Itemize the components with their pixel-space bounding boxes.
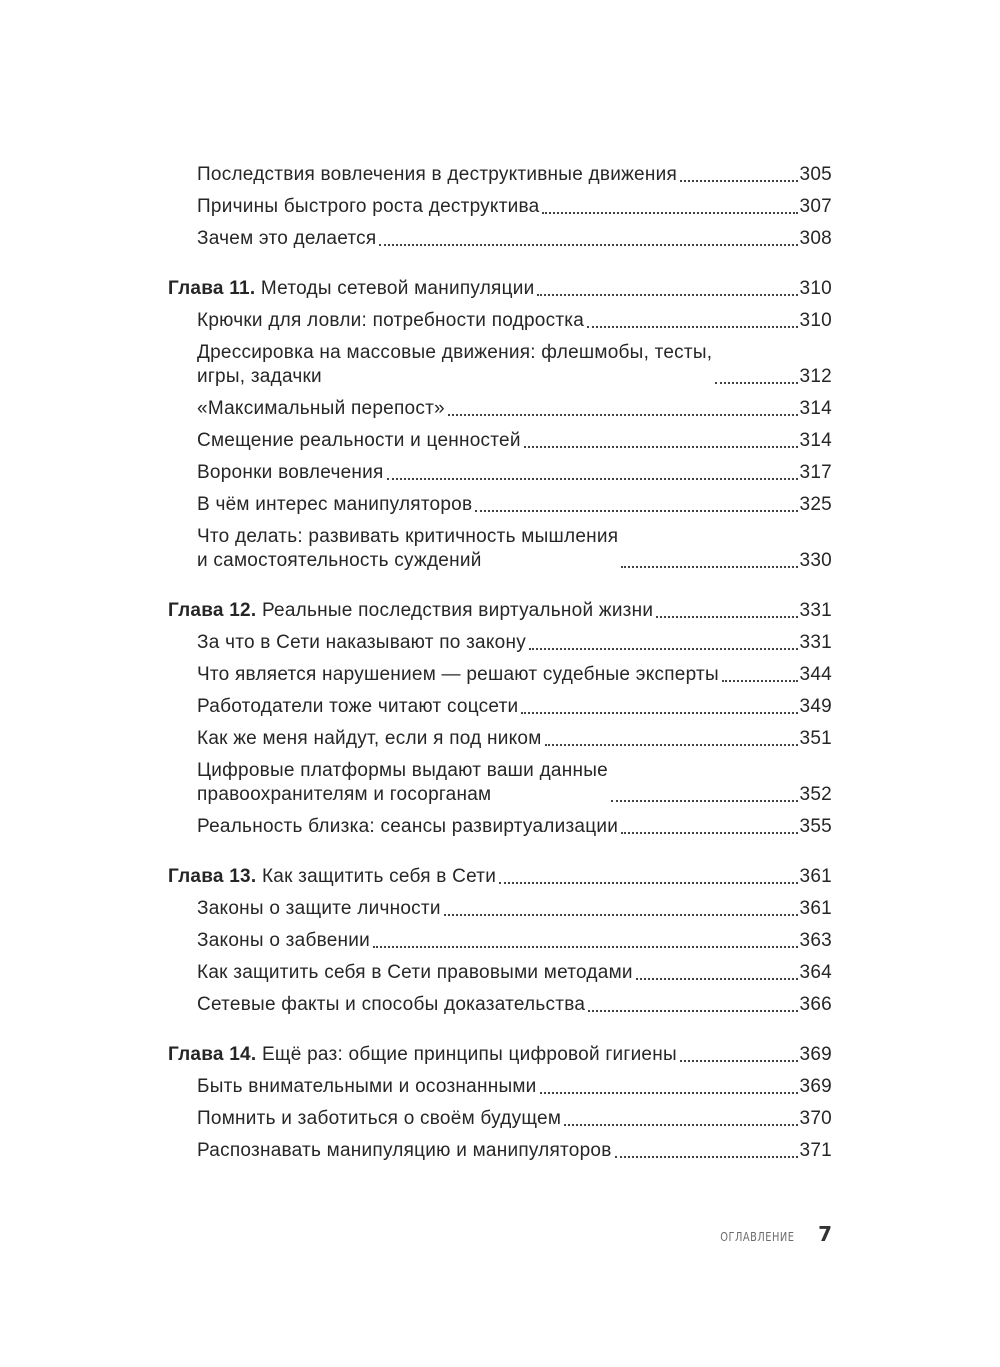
toc-subentry[interactable]	[168, 227, 832, 251]
dot-leader	[448, 413, 798, 416]
toc-subentry[interactable]	[168, 195, 832, 219]
chapter-name: Ещё раз: общие принципы цифровой гигиены	[261, 1044, 677, 1065]
toc-entry-title: За что в Сети наказывают по закону	[197, 632, 526, 653]
dot-leader	[615, 1155, 798, 1158]
toc-group	[168, 1043, 832, 1163]
toc-subentry[interactable]	[168, 1107, 832, 1131]
toc-page-number: 310	[799, 278, 832, 299]
dot-leader	[564, 1123, 797, 1126]
table-of-contents	[168, 160, 832, 1189]
toc-page-number: 344	[799, 664, 832, 685]
dot-leader	[521, 711, 797, 714]
toc-page-number: 314	[799, 398, 832, 419]
dot-leader	[373, 945, 798, 948]
toc-page-number: 331	[799, 600, 832, 621]
chapter-label: Глава 12.	[168, 600, 257, 621]
toc-entry-title: Причины быстрого роста деструктива	[197, 196, 540, 217]
dot-leader	[722, 679, 798, 682]
dot-leader	[379, 243, 797, 246]
toc-entry-title: Цифровые платформы выдают ваши данные правоохранителям и госорганам	[197, 760, 608, 805]
toc-page-number: 325	[799, 494, 832, 515]
toc-subentry[interactable]	[168, 525, 832, 573]
toc-subentry[interactable]	[168, 993, 832, 1017]
dot-leader	[680, 179, 798, 182]
toc-page-number: 355	[799, 816, 832, 837]
toc-page-number: 361	[799, 898, 832, 919]
toc-entry-title: Как же меня найдут, если я под ником	[197, 728, 542, 749]
toc-subentry[interactable]	[168, 163, 832, 187]
toc-subentry[interactable]	[168, 461, 832, 485]
dot-leader	[621, 565, 797, 568]
dot-leader	[656, 615, 797, 618]
dot-leader	[444, 913, 798, 916]
toc-entry-title: Быть внимательными и осознанными	[197, 1076, 537, 1097]
toc-entry-title: Дрессировка на массовые движения: флешмобы, тесты, игры, задачки	[197, 342, 713, 387]
toc-subentry[interactable]	[168, 631, 832, 655]
dot-leader	[524, 445, 798, 448]
toc-subentry[interactable]	[168, 759, 832, 807]
chapter-name: Реальные последствия виртуальной жизни	[261, 600, 654, 621]
toc-entry-title: Смещение реальности и ценностей	[197, 430, 521, 451]
toc-entry-title: Законы о защите личности	[197, 898, 441, 919]
toc-page-number: 364	[799, 962, 832, 983]
toc-subentry[interactable]	[168, 897, 832, 921]
toc-page-number: 312	[799, 366, 832, 387]
dot-leader	[542, 211, 797, 214]
toc-entry-title: Что является нарушением — решают судебные эксперты	[197, 664, 719, 685]
toc-page-number: 307	[799, 196, 832, 217]
toc-chapter-entry[interactable]	[168, 1043, 832, 1067]
toc-page-number: 305	[799, 164, 832, 185]
toc-page-number: 366	[799, 994, 832, 1015]
toc-subentry[interactable]	[168, 663, 832, 687]
toc-page-number: 352	[799, 784, 832, 805]
toc-subentry[interactable]	[168, 1075, 832, 1099]
chapter-label: Глава 14.	[168, 1044, 257, 1065]
running-head: ОГЛАВЛЕНИЕ	[719, 1230, 795, 1244]
toc-group	[168, 865, 832, 1017]
toc-subentry[interactable]	[168, 929, 832, 953]
chapter-label: Глава 11.	[168, 278, 256, 299]
toc-group	[168, 277, 832, 573]
toc-page-number: 331	[799, 632, 832, 653]
toc-entry-title: Как защитить себя в Сети правовыми методами	[197, 962, 633, 983]
toc-page-number: 308	[799, 228, 832, 249]
toc-entry-title: Реальность близка: сеансы развиртуализации	[197, 816, 619, 837]
toc-entry-title: Работодатели тоже читают соцсети	[197, 696, 519, 717]
dot-leader	[621, 831, 797, 834]
dot-leader	[499, 881, 797, 884]
dot-leader	[545, 743, 798, 746]
toc-page-number: 363	[799, 930, 832, 951]
toc-chapter-entry[interactable]	[168, 599, 832, 623]
toc-subentry[interactable]	[168, 341, 832, 389]
dot-leader	[587, 325, 797, 328]
dot-leader	[475, 509, 797, 512]
toc-page-number: 369	[799, 1076, 832, 1097]
toc-subentry[interactable]	[168, 493, 832, 517]
dot-leader	[680, 1059, 798, 1062]
toc-entry-title: Законы о забвении	[197, 930, 370, 951]
chapter-name: Методы сетевой манипуляции	[260, 278, 535, 299]
toc-group	[168, 599, 832, 839]
toc-subentry[interactable]	[168, 397, 832, 421]
toc-entry-title: Что делать: развивать критичность мышления и самостоятельность суждений	[197, 526, 619, 571]
toc-subentry[interactable]	[168, 961, 832, 985]
toc-entry-title: Сетевые факты и способы доказательства	[197, 994, 586, 1015]
toc-entry-title: Воронки вовлечения	[197, 462, 384, 483]
toc-subentry[interactable]	[168, 695, 832, 719]
toc-subentry[interactable]	[168, 429, 832, 453]
dot-leader	[636, 977, 798, 980]
page-footer	[700, 1222, 832, 1246]
toc-page-number: 330	[799, 550, 832, 571]
toc-group	[168, 163, 832, 251]
toc-page-number: 369	[799, 1044, 832, 1065]
dot-leader	[588, 1009, 797, 1012]
toc-page-number: 317	[799, 462, 832, 483]
toc-page-number: 351	[799, 728, 832, 749]
toc-page-number: 310	[799, 310, 832, 331]
toc-entry-title: Последствия вовлечения в деструктивные движения	[197, 164, 678, 185]
toc-subentry[interactable]	[168, 1139, 832, 1163]
toc-chapter-title	[168, 865, 496, 889]
toc-chapter-title	[168, 277, 534, 301]
toc-entry-title: В чём интерес манипуляторов	[197, 494, 473, 515]
dot-leader	[611, 799, 798, 802]
toc-chapter-title	[168, 599, 653, 623]
toc-chapter-entry[interactable]	[168, 277, 832, 301]
toc-page-number: 314	[799, 430, 832, 451]
toc-page-number: 349	[799, 696, 832, 717]
dot-leader	[537, 293, 797, 296]
toc-page-number: 370	[799, 1108, 832, 1129]
dot-leader	[540, 1091, 798, 1094]
toc-subentry[interactable]	[168, 727, 832, 751]
toc-entry-title: Зачем это делается	[197, 228, 377, 249]
toc-page-number: 361	[799, 866, 832, 887]
toc-subentry[interactable]	[168, 309, 832, 333]
dot-leader	[529, 647, 798, 650]
page-number: 7	[818, 1222, 832, 1246]
toc-entry-title: Помнить и заботиться о своём будущем	[197, 1108, 562, 1129]
toc-chapter-entry[interactable]	[168, 865, 832, 889]
toc-entry-title: Распознавать манипуляцию и манипуляторов	[197, 1140, 612, 1161]
toc-subentry[interactable]	[168, 815, 832, 839]
toc-entry-title: «Максимальный перепост»	[197, 398, 445, 419]
toc-entry-title: Крючки для ловли: потребности подростка	[197, 310, 585, 331]
chapter-label: Глава 13.	[168, 866, 257, 887]
toc-chapter-title	[168, 1043, 677, 1067]
chapter-name: Как защитить себя в Сети	[261, 866, 497, 887]
toc-page-number: 371	[799, 1140, 832, 1161]
dot-leader	[715, 381, 797, 384]
dot-leader	[387, 477, 798, 480]
